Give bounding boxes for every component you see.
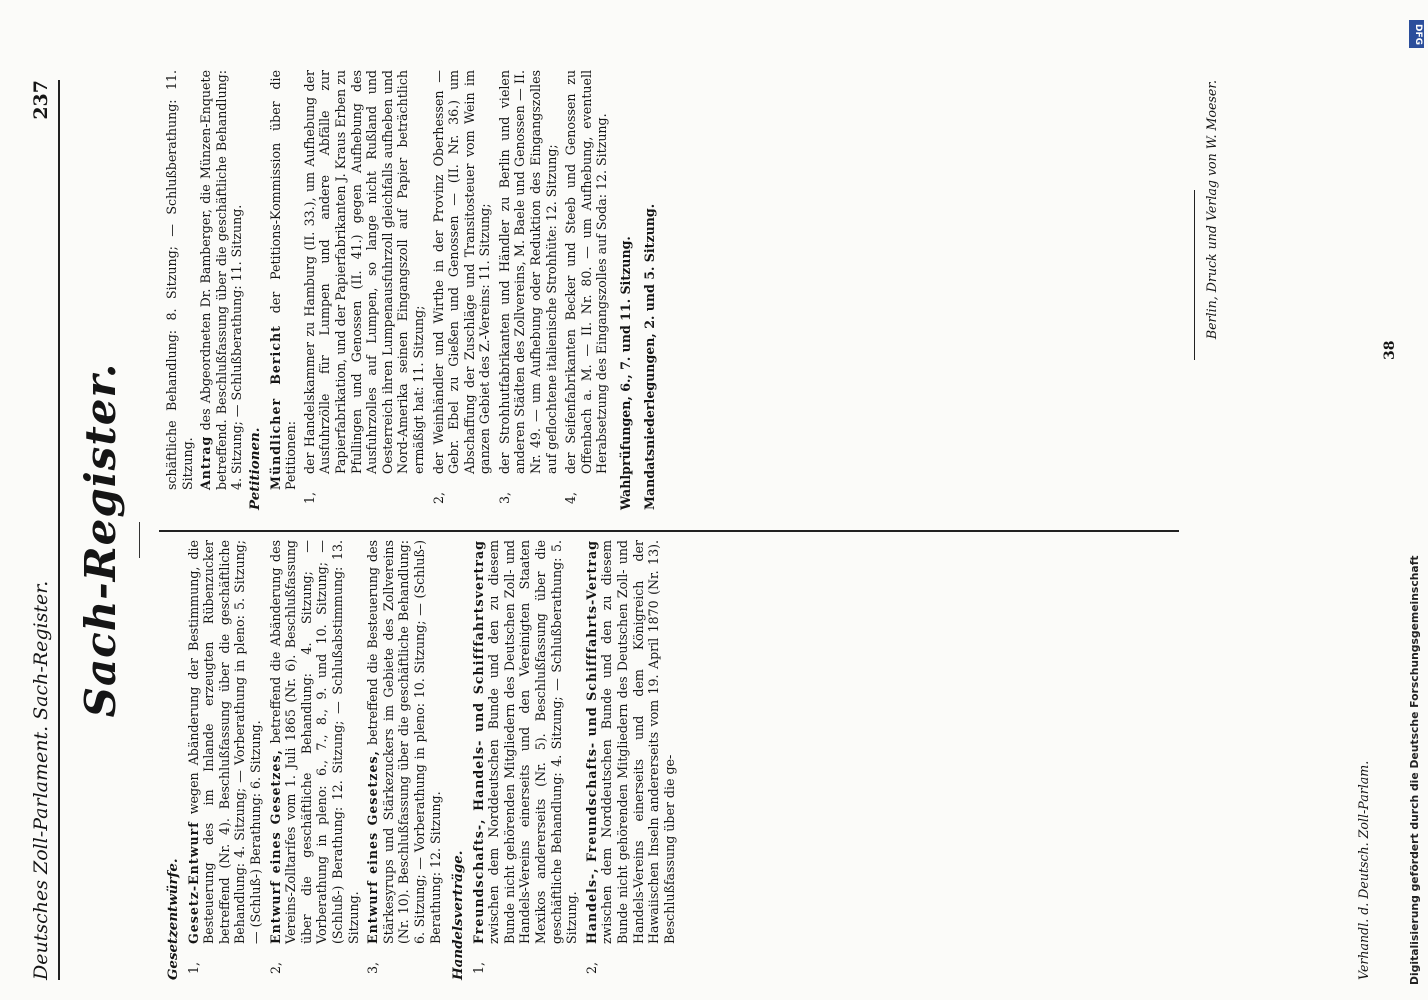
entry-text: der Strohhutfabrikanten und Händler zu Berlin und vielen anderen Städten des Zollvereins, M. Baele und Genossen — II. Nr. 49. — um Aufhebung oder Reduktion des Eingangszolles auf geflochtene italienische Strohhüte: 12. Sitzung; [496, 70, 559, 474]
mandatsniederlegungen-entry: Mandatsniederlegungen, 2. und 5. Sitzung. [641, 203, 657, 510]
running-head [30, 80, 60, 980]
antrag-entry [198, 70, 245, 510]
printer-imprint: Berlin, Druck und Verlag von W. Moeser. [1204, 80, 1219, 340]
continuation-text: schäftliche Behandlung: 8. Sitzung; — Schlußberathung: 11. Sitzung. [164, 70, 195, 490]
entry-text: zwischen dem Norddeutschen Bunde und den zu diesem Bunde nicht gehörenden Mitgliedern des Deutschen Zoll- und Handels-Vereins einerseits und dem Königreich der Hawaiischen Inseln andererseits vom 19. April 1870 (Nr. 13). Beschlußfassung über die ge- [599, 540, 677, 944]
entry-text: der Weinhändler und Wirthe in der Provinz Oberhessen — Gebr. Ebel zu Gießen und Genossen — (II. Nr. 36.) um Abschaffung der Zuschläge und Transitosteuer vom Wein im ganzen Gebiet des Z.-Vereins: 11. Sitzung; [430, 70, 493, 474]
section-heading: Gesetzentwürfe. [165, 858, 181, 980]
title-rule [139, 522, 140, 558]
list-item [365, 540, 443, 980]
entry-number: 3, [496, 491, 512, 504]
list-item [497, 70, 559, 510]
section-gesetzentwuerfe [166, 540, 443, 980]
entry-lead: Gesetz-Entwurf [185, 821, 201, 944]
entry-number: 1, [470, 961, 486, 974]
left-column [164, 540, 685, 980]
section-handelsvertraege [451, 540, 677, 980]
list-item [471, 540, 580, 980]
header-rule [58, 80, 60, 980]
entry-lead: Handels-, Freundschafts- und Schifffahrts-Vertrag [583, 540, 599, 944]
entry-text: zwischen dem Norddeutschen Bunde und den zu diesem Bunde nicht gehörenden Mitgliedern des Deutschen Zoll- und Handels-Vereins einerseits und den Vereinigten Staaten Mexikos andererseits (Nr. 5). Beschlußfassung über die geschäftliche Behandlung: 4. Sitzung; — Schlußberathung: 5. Sitzung. [486, 540, 580, 944]
list-item [563, 70, 610, 510]
page-number: 237 [30, 80, 52, 120]
entry-text: betreffend die Besteuerung des Stärkesyrups und Stärkezuckers im Gebiete des Zollvereins (Nr. 10). Beschlußfassung über die geschäftliche Behandlung: 6. Sitzung; — Vorberathung in pleno: 10. Sitzung; — (Schluß-) Berathung: 12. Sitzung. [365, 540, 443, 944]
signature-line: Verhandl. d. Deutsch. Zoll-Parlam. [1356, 760, 1371, 980]
entry-number: 3, [365, 961, 381, 974]
entry-text: wegen Abänderung der Bestimmung, die Besteuerung des im Inlande erzeugten Rübenzucker betreffend (Nr. 4). Beschlußfassung über die geschäftliche Behandlung: 4. Sitzung; — Vorberathung in pleno: 5. Sitzung; — (Schluß-) Berathung: 6. Sitzung. [185, 540, 263, 944]
entry-number: 2, [583, 961, 599, 974]
entry-number: 1, [185, 961, 201, 974]
entry-lead: Entwurf eines Gesetzes, [267, 749, 283, 944]
footer-rule [1194, 190, 1195, 360]
entry-number: 1, [301, 491, 317, 504]
section-heading: Handelsverträge. [450, 850, 467, 980]
dfg-logo-icon [1409, 20, 1424, 48]
right-column [164, 70, 661, 510]
entry-text: der Handelskammer zu Hamburg (II. 33.), um Aufhebung der Ausfuhrzölle für Lumpen und andere Abfälle zur Papierfabrikation, und der Papierfabrikanten J. Kraus Erben zu Pfullingen und Genossen (II. 41.) gegen Aufhebung des Ausfuhrzolles auf Lumpen, so lange nicht Rußland und Oesterreich ihren Lumpenausfuhrzoll gleichfalls aufheben und Nord-Amerika seinen Eingangszoll auf Papier beträchtlich ermäßigt hat: 11. Sitzung; [301, 70, 426, 474]
entry-text: der Petitions-Kommission über die Petitionen: [267, 70, 299, 490]
bericht-entry [268, 70, 299, 510]
sheet-number: 38 [1382, 340, 1398, 360]
entry-text: der Seifenfabrikanten Becker und Steeb und Genossen zu Offenbach a. M. — II. Nr. 80. — um Aufhebung, eventuell Herabsetzung des Eingangszolles auf Soda: 12. Sitzung. [563, 70, 610, 474]
section-heading-petitionen: Petitionen. [246, 427, 263, 510]
page-title: Sach-Register. [76, 362, 125, 718]
entry-lead: Entwurf eines Gesetzes, [365, 750, 381, 944]
digitization-credit: Digitalisierung gefördert durch die Deutsche Forschungsgemeinschaft [1408, 555, 1421, 985]
digitization-strip [1404, 0, 1428, 1000]
list-item [431, 70, 493, 510]
entry-text: des Abgeordneten Dr. Bamberger, die Münzen-Enquete betreffend. Beschlußfassung über die geschäftliche Behandlung: 4. Sitzung; — Schlußberathung: 11. Sitzung. [198, 70, 245, 490]
entry-lead: Freundschafts-, Handels- und Schifffahrtsvertrag [470, 540, 486, 944]
column-divider [159, 530, 1179, 532]
list-item [302, 70, 427, 510]
entry-number: 4, [563, 491, 579, 504]
dfg-logo-text: DFG [1413, 24, 1423, 46]
list-item [584, 540, 678, 980]
entry-number: 2, [267, 961, 283, 974]
entry-text: betreffend die Abänderung des Vereins-Zolltarifes vom 1. Juli 1865 (Nr. 6). Beschlußfassung über die geschäftliche Behandlung: 4. Sitzung; — Vorberathung in pleno: 6., 7., 8., 9. und 10. Sitzung; — (Schluß-) Berathung: 12. Sitzung; — Schlußabstimmung: 13. Sitzung. [267, 539, 361, 944]
wahlpruefungen-entry: Wahlprüfungen, 6., 7. und 11. Sitzung. [618, 236, 634, 510]
list-item [186, 540, 264, 980]
entry-lead: Mündlicher Bericht [267, 325, 283, 490]
entry-number: 2, [430, 491, 446, 504]
entry-lead: Antrag [198, 435, 214, 490]
running-title: Deutsches Zoll-Parlament. Sach-Register. [30, 580, 52, 980]
rotated-page [14, 0, 1414, 1000]
list-item [268, 540, 362, 980]
